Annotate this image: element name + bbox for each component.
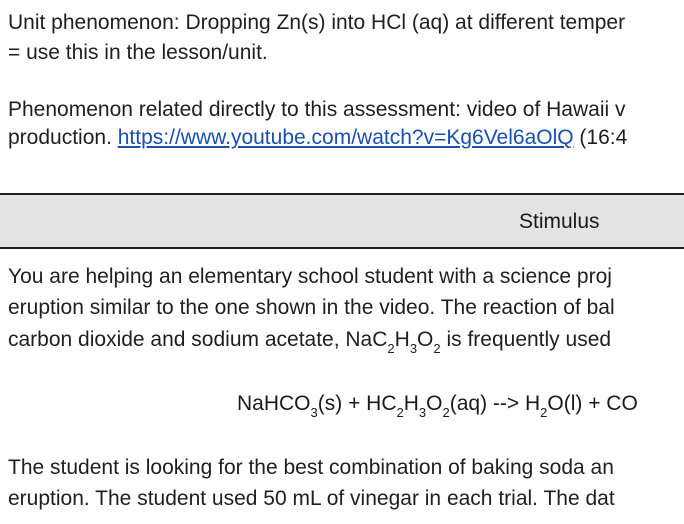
equation-part: (aq) --> H: [449, 392, 541, 415]
equation-part: H: [403, 392, 419, 415]
stimulus-header: Stimulus: [519, 210, 600, 233]
text-run: carbon dioxide and sodium acetate, NaC: [8, 328, 388, 351]
subscript: 3: [418, 405, 427, 421]
header-bottom-rule: [0, 247, 684, 249]
chemical-equation: [237, 391, 638, 421]
equation-part: O(l) + CO: [547, 392, 638, 415]
unit-phenomenon-line: Unit phenomenon: Dropping Zn(s) into HCl (aq) at different temper: [8, 11, 626, 34]
text-run: O: [417, 328, 434, 351]
subscript: 2: [433, 341, 441, 357]
equation-part: (s) + HC: [317, 392, 397, 415]
header-top-rule: [0, 193, 684, 195]
stimulus-paragraph-line: [8, 327, 612, 357]
subscript: 2: [442, 405, 450, 421]
subscript: 3: [310, 405, 318, 421]
equation-part: O: [426, 392, 443, 415]
youtube-video-link[interactable]: https://www.youtube.com/watch?v=Kg6Vel6aOlQ: [117, 126, 574, 149]
stimulus-paragraph-line: eruption. The student used 50 mL of vinegar in each trial. The dat: [8, 487, 615, 510]
unit-phenomenon-note: = use this in the lesson/unit.: [8, 41, 268, 64]
stimulus-paragraph-line: eruption similar to the one shown in the video. The reaction of bal: [8, 296, 615, 319]
equation-part: NaHCO: [237, 392, 311, 415]
text-run: H: [394, 328, 410, 351]
subscript: 2: [540, 405, 548, 421]
production-label: production.: [8, 126, 118, 149]
video-duration: (16:4: [573, 126, 628, 149]
text-run: is frequently used: [440, 328, 612, 351]
video-link-line: [8, 125, 627, 151]
stimulus-paragraph-line: You are helping an elementary school student with a science proj: [8, 265, 612, 288]
subscript: 2: [396, 405, 404, 421]
stimulus-paragraph-line: The student is looking for the best combination of baking soda an: [8, 456, 614, 479]
assessment-phenomenon-line: Phenomenon related directly to this assessment: video of Hawaii v: [8, 98, 626, 121]
subscript: 3: [409, 341, 418, 357]
subscript: 2: [387, 341, 395, 357]
